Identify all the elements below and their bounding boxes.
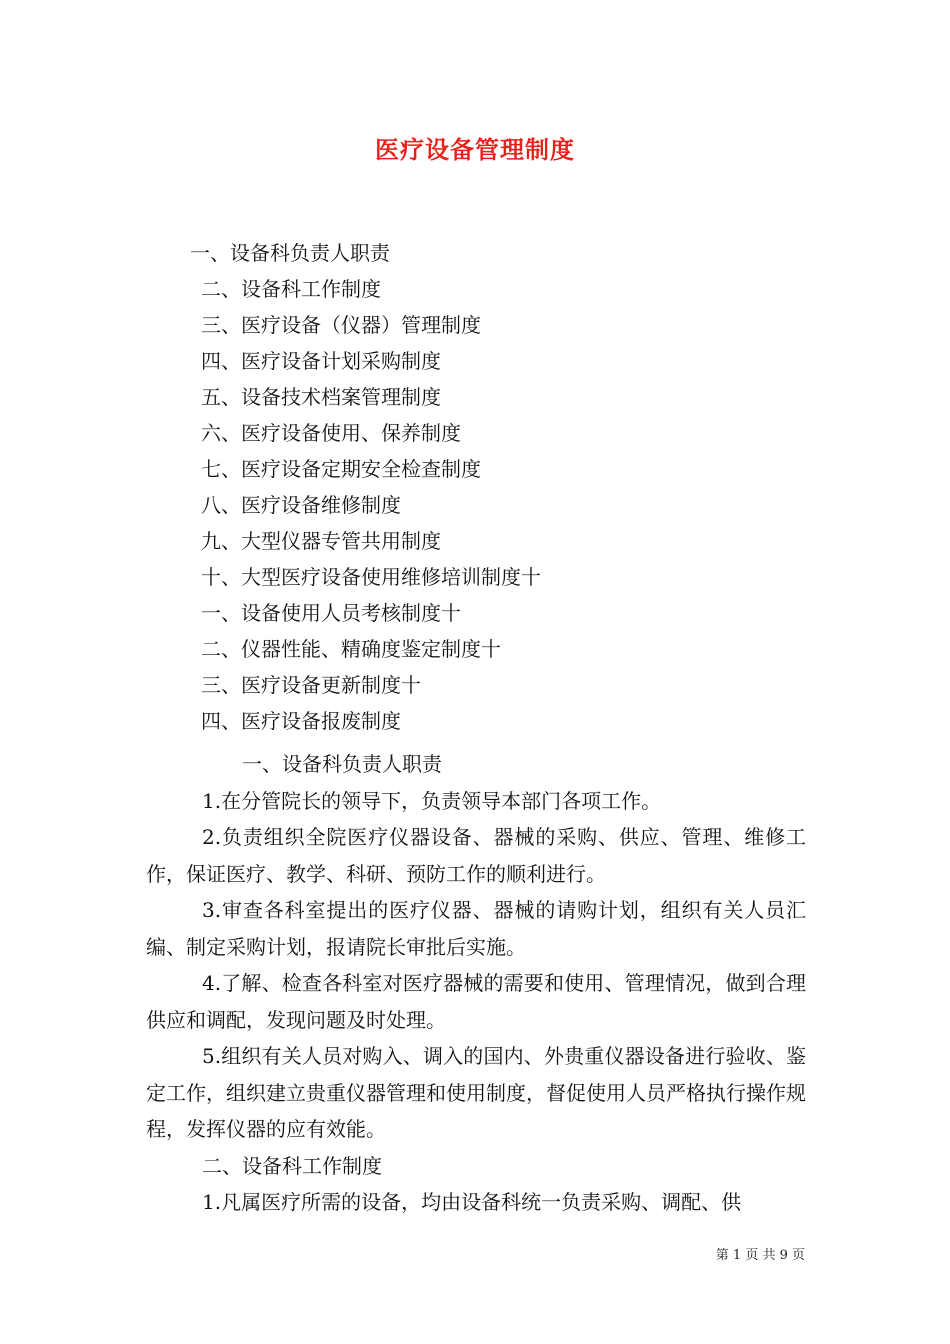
section-heading: 一、设备科负责人职责: [242, 752, 442, 776]
paragraph: 4.了解、检查各科室对医疗器械的需要和使用、管理情况，做到合理供应和调配，发现问题及时处理。: [146, 971, 806, 1032]
page-number-footer: 第 1 页 共 9 页: [715, 1248, 805, 1263]
toc-item: 四、医疗设备计划采购制度: [201, 349, 441, 373]
toc-item: 一、设备科负责人职责: [190, 241, 390, 265]
paragraph: 2.负责组织全院医疗仪器设备、器械的采购、供应、管理、维修工作，保证医疗、教学、科研、预防工作的顺利进行。: [146, 825, 806, 886]
toc-item: 七、医疗设备定期安全检查制度: [201, 457, 481, 481]
toc-item: 四、医疗设备报废制度: [201, 709, 401, 733]
toc-item: 八、医疗设备维修制度: [201, 493, 401, 517]
toc-item: 三、医疗设备更新制度十: [201, 673, 421, 697]
document-title: 医疗设备管理制度: [375, 136, 575, 164]
toc-item: 十、大型医疗设备使用维修培训制度十: [201, 565, 541, 589]
document-body: [146, 746, 806, 1221]
toc-item: 二、仪器性能、精确度鉴定制度十: [201, 637, 501, 661]
toc-item: 六、医疗设备使用、保养制度: [201, 421, 461, 445]
toc-item: 五、设备技术档案管理制度: [201, 385, 441, 409]
paragraph: 1.凡属医疗所需的设备，均由设备科统一负责采购、调配、供: [202, 1190, 742, 1214]
paragraph: 5.组织有关人员对购入、调入的国内、外贵重仪器设备进行验收、鉴定工作，组织建立贵重仪器管理和使用制度，督促使用人员严格执行操作规程，发挥仪器的应有效能。: [146, 1044, 806, 1141]
toc-item: 二、设备科工作制度: [201, 277, 381, 301]
toc-item: 三、医疗设备（仪器）管理制度: [201, 313, 481, 337]
section-heading: 二、设备科工作制度: [202, 1153, 382, 1178]
paragraph: 3.审查各科室提出的医疗仪器、器械的请购计划，组织有关人员汇编、制定采购计划，报请院长审批后实施。: [146, 898, 806, 959]
toc-item: 九、大型仪器专管共用制度: [201, 529, 441, 553]
paragraph: 1.在分管院长的领导下，负责领导本部门各项工作。: [202, 788, 662, 813]
toc-item: 一、设备使用人员考核制度十: [201, 601, 461, 625]
